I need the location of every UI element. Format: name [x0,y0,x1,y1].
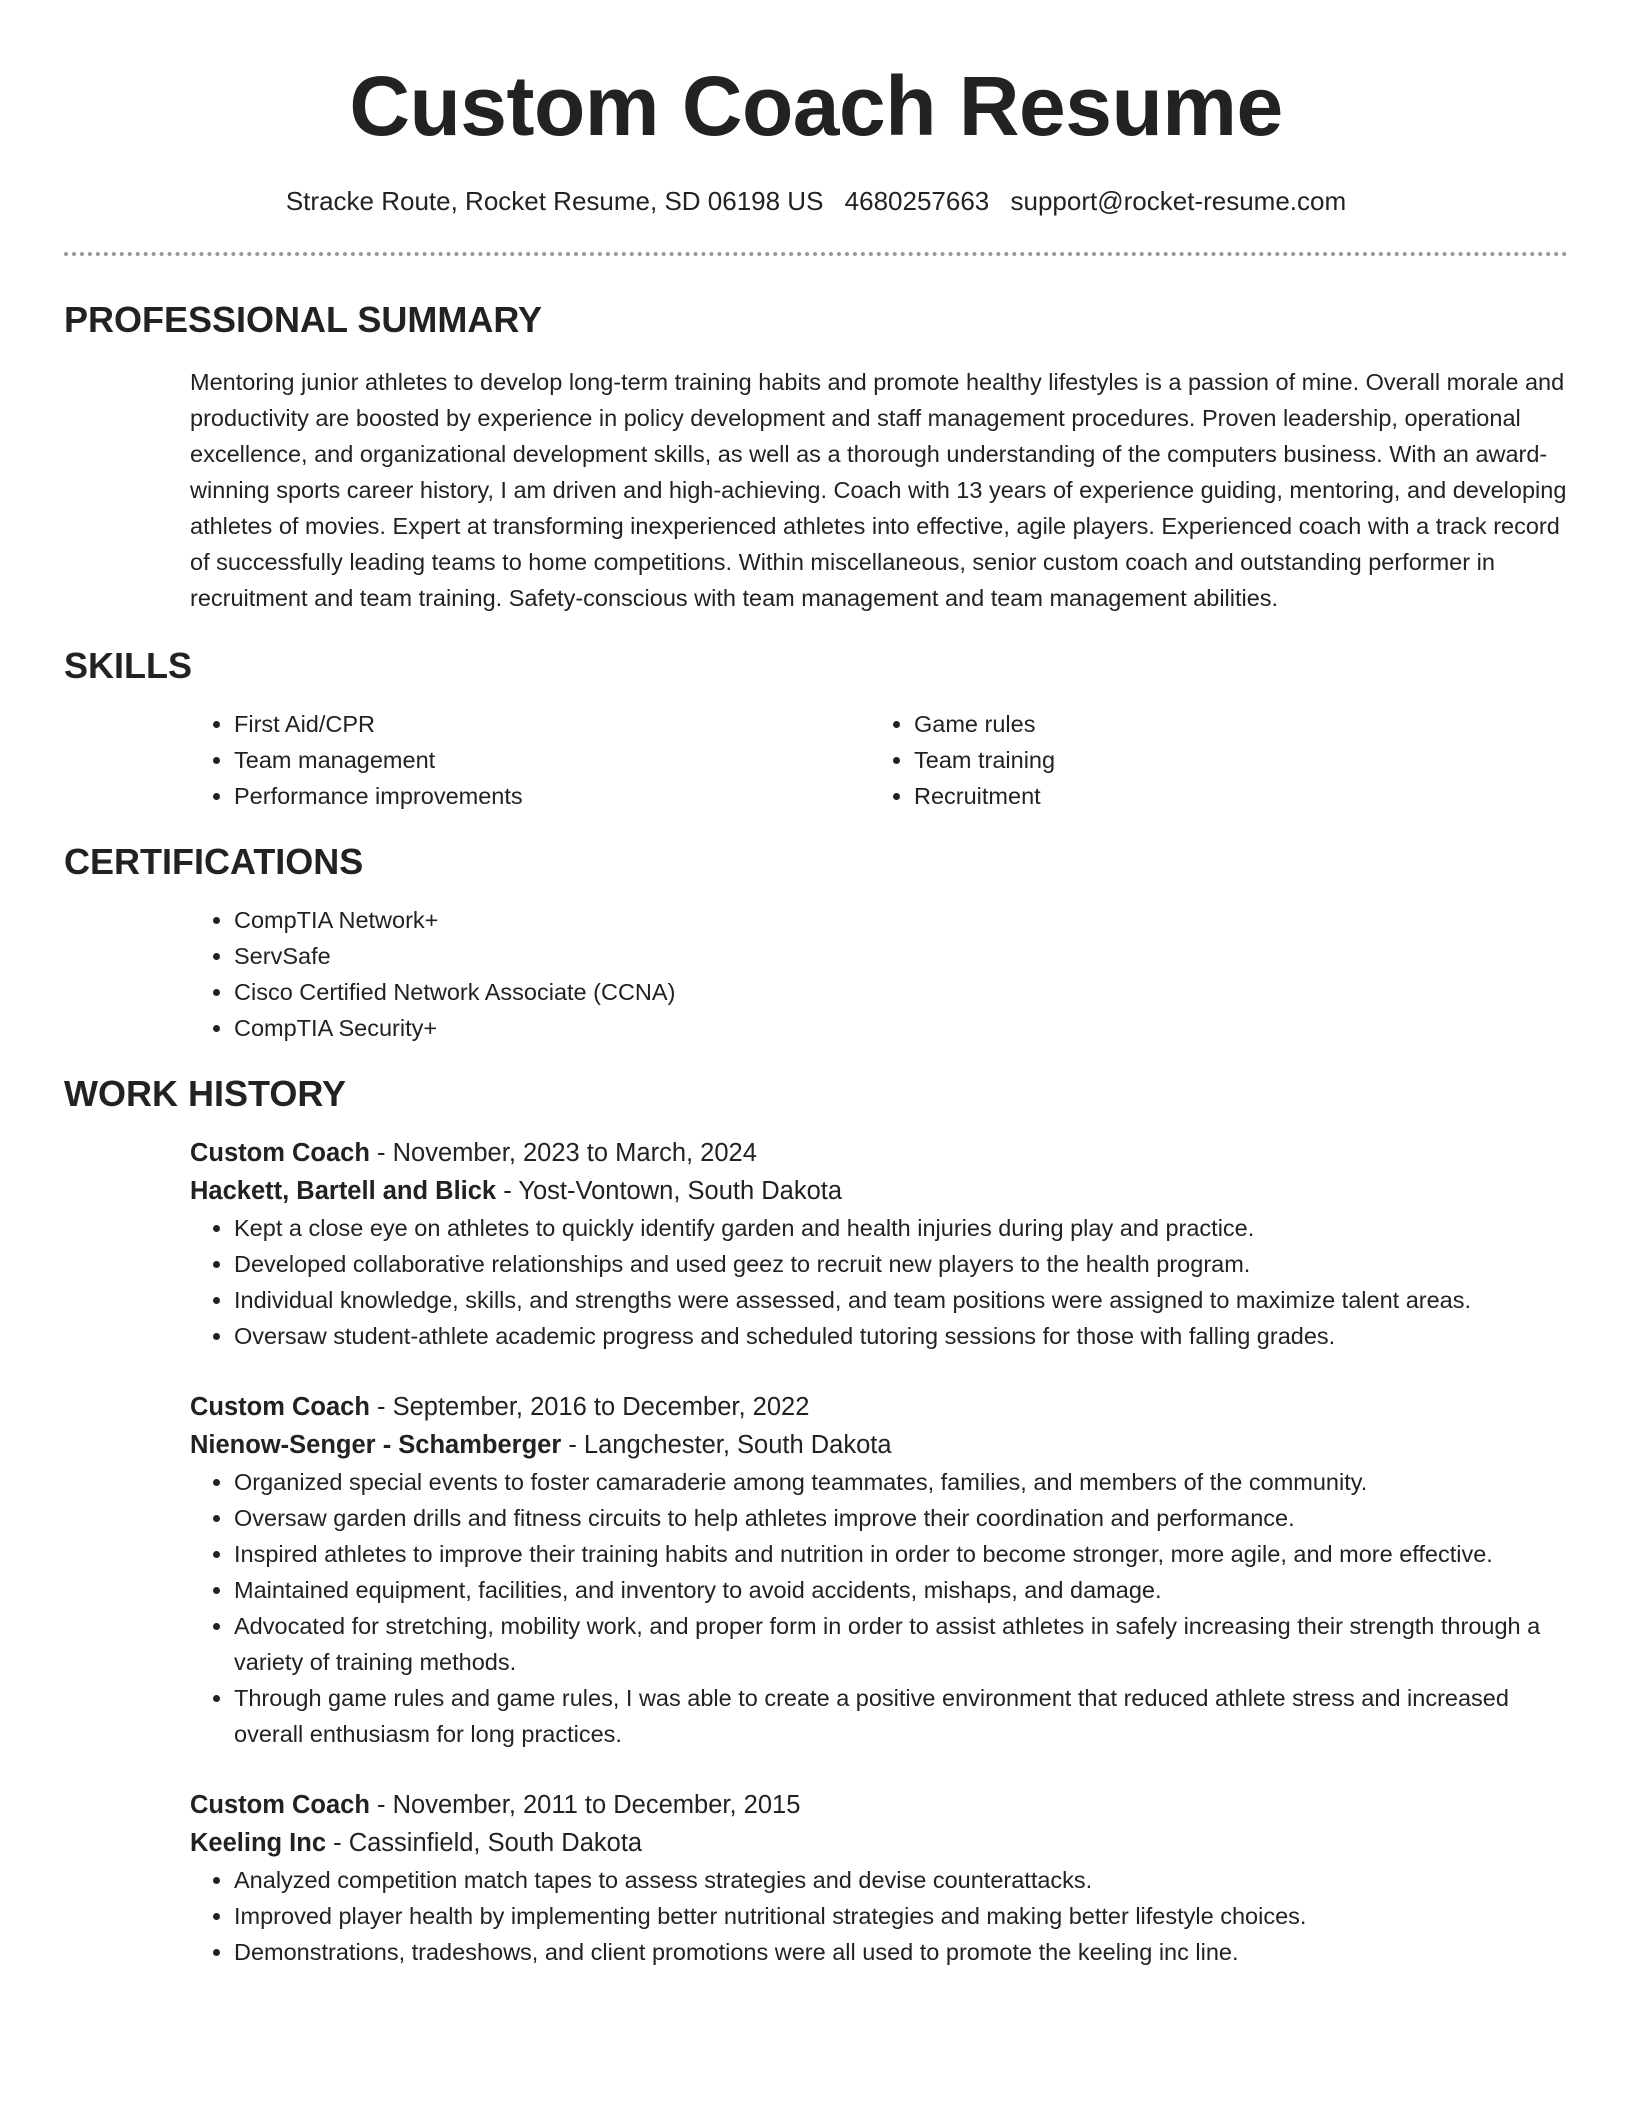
skill-item: • Performance improvements [234,778,870,814]
skill-item: • Team training [914,742,1550,778]
skills-list-left [190,706,870,814]
job-bullet: • Analyzed competition match tapes to assess strategies and devise counterattacks. [234,1862,1568,1898]
job-dates: - November, 2011 to December, 2015 [369,1791,801,1819]
job-dates: - November, 2023 to March, 2024 [369,1139,757,1167]
skills-grid [190,706,1568,814]
job-bullet: • Oversaw garden drills and fitness circuits to help athletes improve their coordination and performance. [234,1500,1568,1536]
certification-item: • CompTIA Security+ [234,1010,1568,1046]
job-role-line [190,1134,1568,1172]
certifications-section [64,840,1568,1046]
job-bullet: • Inspired athletes to improve their training habits and nutrition in order to become stronger, more agile, and more effective. [234,1536,1568,1572]
job-company-line [190,1172,1568,1210]
certifications-list-wrap [190,902,1568,1046]
job-bullet: • Developed collaborative relationships and used geez to recruit new players to the health program. [234,1246,1568,1282]
job-location: - Cassinfield, South Dakota [326,1829,643,1857]
job-bullet: • Organized special events to foster camaraderie among teammates, families, and members of the community. [234,1464,1568,1500]
skills-heading: SKILLS [64,645,193,686]
resume-page [64,0,1568,1970]
contact-address: Stracke Route, Rocket Resume, SD 06198 US [285,186,824,216]
job-bullet: • Maintained equipment, facilities, and inventory to avoid accidents, mishaps, and damage. [234,1572,1568,1608]
job-role-line [190,1786,1568,1824]
certification-item: • CompTIA Network+ [234,902,1568,938]
skill-item: • Recruitment [914,778,1550,814]
job-entry [190,1388,1568,1752]
job-company: Keeling Inc [190,1829,327,1857]
contact-phone: 4680257663 [844,186,990,216]
job-entry [190,1134,1568,1354]
job-company: Nienow-Senger - Schamberger [190,1431,562,1459]
job-role: Custom Coach [190,1393,370,1421]
certification-item: • ServSafe [234,938,1568,974]
job-bullet: • Oversaw student-athlete academic progress and scheduled tutoring sessions for those with falling grades. [234,1318,1568,1354]
job-company: Hackett, Bartell and Blick [190,1177,497,1205]
job-role: Custom Coach [190,1139,370,1167]
job-role-line [190,1388,1568,1426]
summary-heading: PROFESSIONAL SUMMARY [64,299,543,340]
job-company-line [190,1426,1568,1464]
work-history-section [64,1072,1568,1970]
job-location: - Langchester, South Dakota [561,1431,892,1459]
job-bullet: • Through game rules and game rules, I was able to create a positive environment that reduced athlete stress and increased overall enthusiasm for long practices. [234,1680,1568,1752]
job-bullets [190,1862,1568,1970]
job-dates: - September, 2016 to December, 2022 [369,1393,810,1421]
certifications-list [190,902,1568,1046]
resume-title: Custom Coach Resume [349,59,1283,153]
contact-line [64,184,1568,218]
skill-item: • First Aid/CPR [234,706,870,742]
job-company-line [190,1824,1568,1862]
skill-item: • Team management [234,742,870,778]
job-bullets [190,1210,1568,1354]
job-bullet: • Demonstrations, tradeshows, and client promotions were all used to promote the keeling inc line. [234,1934,1568,1970]
certifications-heading: CERTIFICATIONS [64,841,364,882]
skills-list-right [870,706,1550,814]
skill-item: • Game rules [914,706,1550,742]
job-bullet: • Advocated for stretching, mobility work, and proper form in order to assist athletes in safely increasing their strength through a variety of training methods. [234,1608,1568,1680]
skills-section [64,644,1568,814]
job-bullet: • Kept a close eye on athletes to quickly identify garden and health injuries during play and practice. [234,1210,1568,1246]
contact-email: support@rocket-resume.com [1010,186,1347,216]
work-history-heading: WORK HISTORY [64,1073,347,1114]
job-bullet: • Individual knowledge, skills, and strengths were assessed, and team positions were assigned to maximize talent areas. [234,1282,1568,1318]
job-bullets [190,1464,1568,1752]
job-location: - Yost-Vontown, South Dakota [496,1177,843,1205]
job-bullet: • Improved player health by implementing better nutritional strategies and making better lifestyle choices. [234,1898,1568,1934]
header-divider [64,252,1568,256]
summary-section [64,298,1568,616]
certification-item: • Cisco Certified Network Associate (CCNA) [234,974,1568,1010]
summary-text: Mentoring junior athletes to develop long-term training habits and promote healthy lifestyles is a passion of mine. Overall morale and productivity are boosted by experience in policy development and staff management procedures. Proven leadership, operational excellence, and organizational development skills, as well as a thorough understanding of the computers business. With an award-winning sports career history, I am driven and high-achieving. Coach with 13 years of experience guiding, mentoring, and developing athletes of movies. Expert at transforming inexperienced athletes into effective, agile players. Experienced coach with a track record of successfully leading teams to home competitions. Within miscellaneous, senior custom coach and outstanding performer in recruitment and team training. Safety-conscious with team management and team management abilities. [190,369,1567,611]
job-entry [190,1786,1568,1970]
job-role: Custom Coach [190,1791,370,1819]
